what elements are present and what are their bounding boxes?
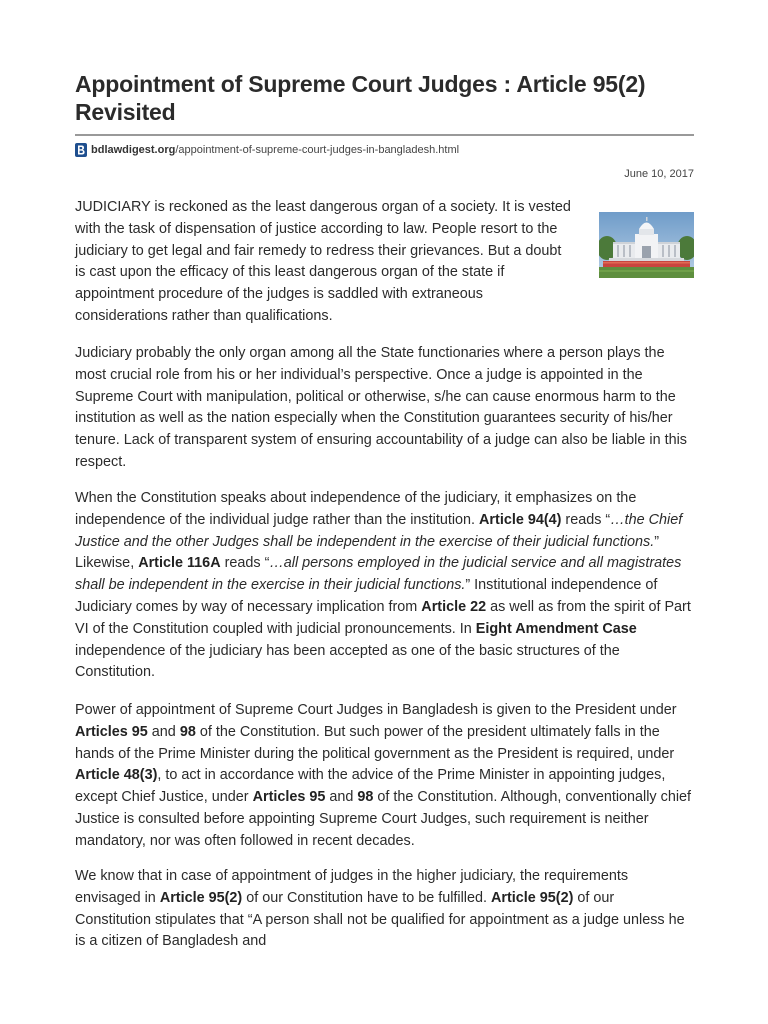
- p3-text-2: reads “: [561, 511, 611, 528]
- p3-text-3: ” Likewise,: [75, 533, 659, 572]
- paragraph-1: [75, 197, 575, 328]
- paragraph-3: [75, 488, 694, 684]
- p3-italic-1: …the Chief Justice and the other Judges shall be independent in the exercise of their judicial functions.: [75, 511, 683, 550]
- p4-text-6: of the Constitution. Although, conventionally chief Justice is consulted before appointing Supreme Court Judges, such requirement is neither mandatory, nor was often followed in recent decades.: [75, 789, 692, 849]
- source-path: /appointment-of-supreme-court-judges-in-bangladesh.html: [175, 144, 460, 156]
- p3-text-1: When the Constitution speaks about independence of the judiciary, it emphasizes on the independence of the individual judge rather than the institution.: [75, 490, 637, 528]
- p3-italic-2: …all persons employed in the judicial service and all magistrates shall be independent in the exercise in their judicial functions.: [75, 555, 682, 594]
- p4-bold-4: Articles 95: [252, 789, 326, 806]
- title-divider: [75, 134, 694, 136]
- paragraph-2-text: Judiciary probably the only organ among all the State functionaries where a person plays the most crucial role from his or her individual’s perspective. Once a judge is appointed in the Supreme Court with manipulation, political or otherwise, s/he can cause enormous harm to the institution as well as the nation especially when the Constitution guarantees security of his/her tenure. Lack of transparent system of ensuring accountability of a judge can also be liable in this respect.: [75, 345, 687, 470]
- p3-bold-1: Article 94(4): [479, 511, 562, 528]
- p3-text-5: ” Institutional independence of Judiciary comes by way of necessary implication from: [75, 577, 658, 615]
- p4-text-2: and: [147, 723, 180, 740]
- p4-text-1: Power of appointment of Supreme Court Judges in Bangladesh is given to the President under: [75, 702, 677, 718]
- p4-bold-3: Article 48(3): [75, 767, 158, 784]
- p4-text-4: , to act in accordance with the advice of the Prime Minister in appointing judges, except Chief Justice, under: [75, 767, 666, 806]
- p3-text-6: as well as from the spirit of Part VI of the Constitution coupled with judicial pronouncements. In: [75, 598, 691, 637]
- article-title: Appointment of Supreme Court Judges : Article 95(2) Revisited: [75, 71, 646, 125]
- p4-bold-1: Articles 95: [75, 723, 148, 740]
- p5-bold-1: Article 95(2): [159, 889, 243, 906]
- p3-bold-2: Article 116A: [138, 555, 221, 572]
- paragraph-4: [75, 700, 694, 853]
- paragraph-1-text: JUDICIARY is reckoned as the least dangerous organ of a society. It is vested with the task of dispensation of justice according to law. People resort to the judiciary to get legal and fair remedy to redress their grievances. But a doubt is cast upon the efficacy of this least dangerous organ of the state if appointment procedure of the judges is saddled with extraneous considerations rather than qualifications.: [75, 199, 571, 324]
- p5-text-3: of our Constitution stipulates that “A person shall not be qualified for appointment as a judge unless he is a citizen of Bangladesh and: [75, 889, 685, 950]
- p4-text-3: of the Constitution. But such power of the president ultimately falls in the hands of the Prime Minister during the political government as the President is required, under: [75, 723, 675, 762]
- p4-text-5: and: [325, 789, 358, 806]
- p4-bold-2: 98: [179, 723, 196, 740]
- source-link[interactable]: [91, 142, 459, 158]
- supreme-court-building-photo: [599, 212, 694, 278]
- paragraph-2: [75, 343, 694, 474]
- source-line: [75, 142, 459, 158]
- p5-bold-2: Article 95(2): [491, 889, 574, 906]
- p5-text-1: We know that in case of appointment of judges in the higher judiciary, the requirements envisaged in: [75, 868, 629, 906]
- p3-text-7: independence of the judiciary has been accepted as one of the basic structures of the Constitution.: [75, 642, 620, 681]
- source-domain: bdlawdigest.org: [91, 144, 176, 156]
- p3-bold-3: Article 22: [421, 598, 487, 615]
- bdlawdigest-logo-icon: [75, 143, 87, 157]
- p3-bold-4: Eight Amendment Case: [475, 620, 637, 637]
- p5-text-2: of our Constitution have to be fulfilled.: [242, 889, 491, 906]
- p4-bold-5: 98: [357, 789, 374, 806]
- publish-date: June 10, 2017: [624, 168, 694, 180]
- paragraph-5: [75, 866, 694, 953]
- p3-text-4: reads “: [220, 555, 270, 572]
